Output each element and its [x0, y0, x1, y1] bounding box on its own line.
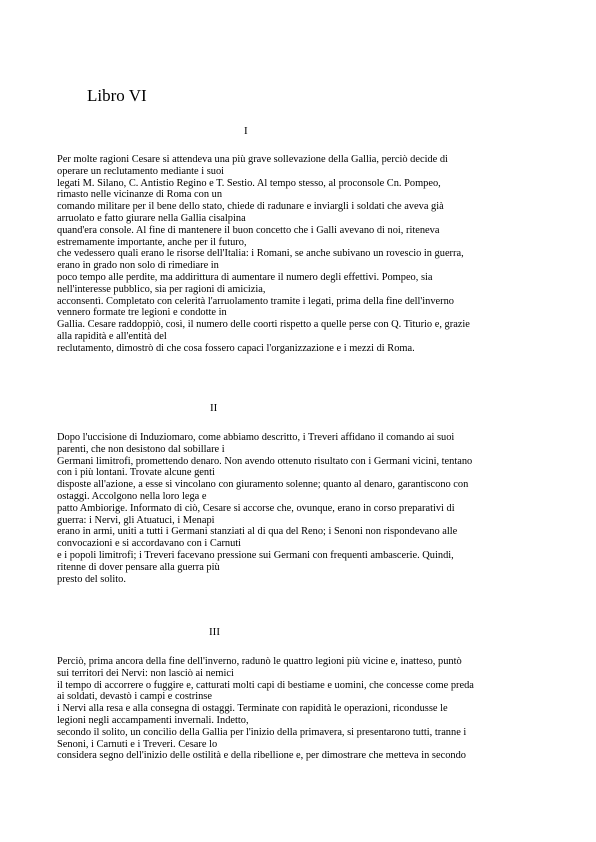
text-line: Perciò, prima ancora della fine dell'inverno, radunò le quattro legioni più vicine e, inatteso, puntò [57, 656, 462, 667]
text-line: Senoni, i Carnuti e i Treveri. Cesare lo [57, 738, 218, 750]
text-line: comando militare per il bene dello stato, chiede di radunare e inviargli i soldati che aveva già [57, 201, 444, 213]
text-line: poco tempo alle perdite, ma addirittura di aumentare il numero degli effettivi. Pompeo, sia [57, 271, 433, 283]
text-line: presto del solito. [57, 573, 126, 585]
text-line: nell'interesse pubblico, sia per ragioni di amicizia, [57, 283, 266, 295]
text-line: con i più lontani. Trovate alcune genti [57, 467, 215, 479]
text-line: il tempo di accorrere o fuggire e, catturati molti capi di bestiame e uomini, che concesse come preda [57, 679, 474, 691]
text-line: operare un reclutamento mediante i suoi [57, 165, 225, 177]
chapter-heading-iii: III [209, 626, 220, 638]
text-line: ai soldati, devastò i campi e costrinse [57, 691, 212, 703]
text-line: Per molte ragioni Cesare si attendeva una più grave sollevazione della Gallia, perciò decide di [57, 154, 448, 165]
text-line: alla rapidità e all'entità del [57, 330, 167, 342]
text-line: guerra: i Nervi, gli Atuatuci, i Menapi [57, 514, 215, 526]
text-line: acconsentì. Completato con celerità l'arruolamento tramite i legati, prima della fine dell'inverno [57, 295, 454, 307]
text-line: reclutamento, dimostrò di che cosa fossero capaci l'organizzazione e i mezzi di Roma. [57, 342, 415, 354]
text-line: Gallia. Cesare raddoppiò, così, il numero delle coorti rispetto a quelle perse con Q. Titurio e, grazie [57, 319, 470, 331]
text-line: parenti, che non desistono dal sobillare i [57, 443, 225, 455]
text-line: Germani limitrofi, promettendo denaro. Non avendo ottenuto risultato con i Germani vicini, tentano [57, 455, 473, 467]
text-line: estremamente importante, anche per il futuro, [57, 236, 247, 248]
text-line: erano in grado non solo di rimediare in [57, 260, 219, 272]
text-line: quand'era console. Al fine di mantenere il buon concetto che i Galli avevano di noi, riteneva [57, 224, 440, 236]
text-line: patto Ambiorige. Informato di ciò, Cesare si accorse che, ovunque, erano in corso preparativi di [57, 502, 455, 514]
text-line: che vedessero quali erano le risorse dell'Italia: i Romani, se anche subivano un rovescio in guerra, [57, 248, 464, 260]
text-line: considera segno dell'inizio delle ostilità e della ribellione e, per dimostrare che metteva in secondo [57, 750, 466, 762]
text-line: vennero formate tre legioni e condotte in [57, 307, 227, 319]
text-line: erano in armi, uniti a tutti i Germani stanziati al di qua del Reno; i Senoni non rispondevano alle [57, 526, 458, 538]
text-line: secondo il solito, un concilio della Gallia per l'inizio della primavera, si presentarono tutti, tranne i [57, 726, 467, 738]
text-line: ritenne di dover pensare alla guerra più [57, 561, 220, 573]
chapter-heading-ii: II [210, 402, 218, 414]
text-line: e i popoli limitrofi; i Treveri facevano pressione sui Germani con frequenti ambascerie. Quindi, [57, 549, 454, 561]
chapter-heading-i: I [244, 125, 248, 137]
text-line: convocazioni e si accordavano con i Carnuti [57, 538, 242, 550]
chapter-paragraph-i [57, 154, 557, 355]
text-line: sui territori dei Nervi: non lasciò ai nemici [57, 667, 234, 679]
chapter-paragraph-ii [57, 432, 557, 585]
text-line: disposte all'azione, a esse si vincolano con giuramento solenne; quanto al denaro, garantiscono con [57, 479, 469, 491]
text-line: i Nervi alla resa e alla consegna di ostaggi. Terminate con rapidità le operazioni, ricondusse le [57, 703, 448, 715]
chapter-paragraph-iii [57, 656, 557, 762]
text-line: arruolato e fatto giurare nella Gallia cisalpina [57, 212, 246, 224]
book-title: Libro VI [87, 86, 147, 105]
text-line: ostaggi. Accolgono nella loro lega e [57, 490, 207, 502]
text-line: rimasto nelle vicinanze di Roma con un [57, 189, 223, 201]
text-line: Dopo l'uccisione di Induziomaro, come abbiamo descritto, i Treveri affidano il comando ai suoi [57, 432, 455, 443]
text-line: legati M. Silano, C. Antistio Regino e T. Sestio. Al tempo stesso, al proconsole Cn. Pompeo, [57, 177, 441, 189]
text-line: legioni negli accampamenti invernali. Indetto, [57, 714, 249, 726]
